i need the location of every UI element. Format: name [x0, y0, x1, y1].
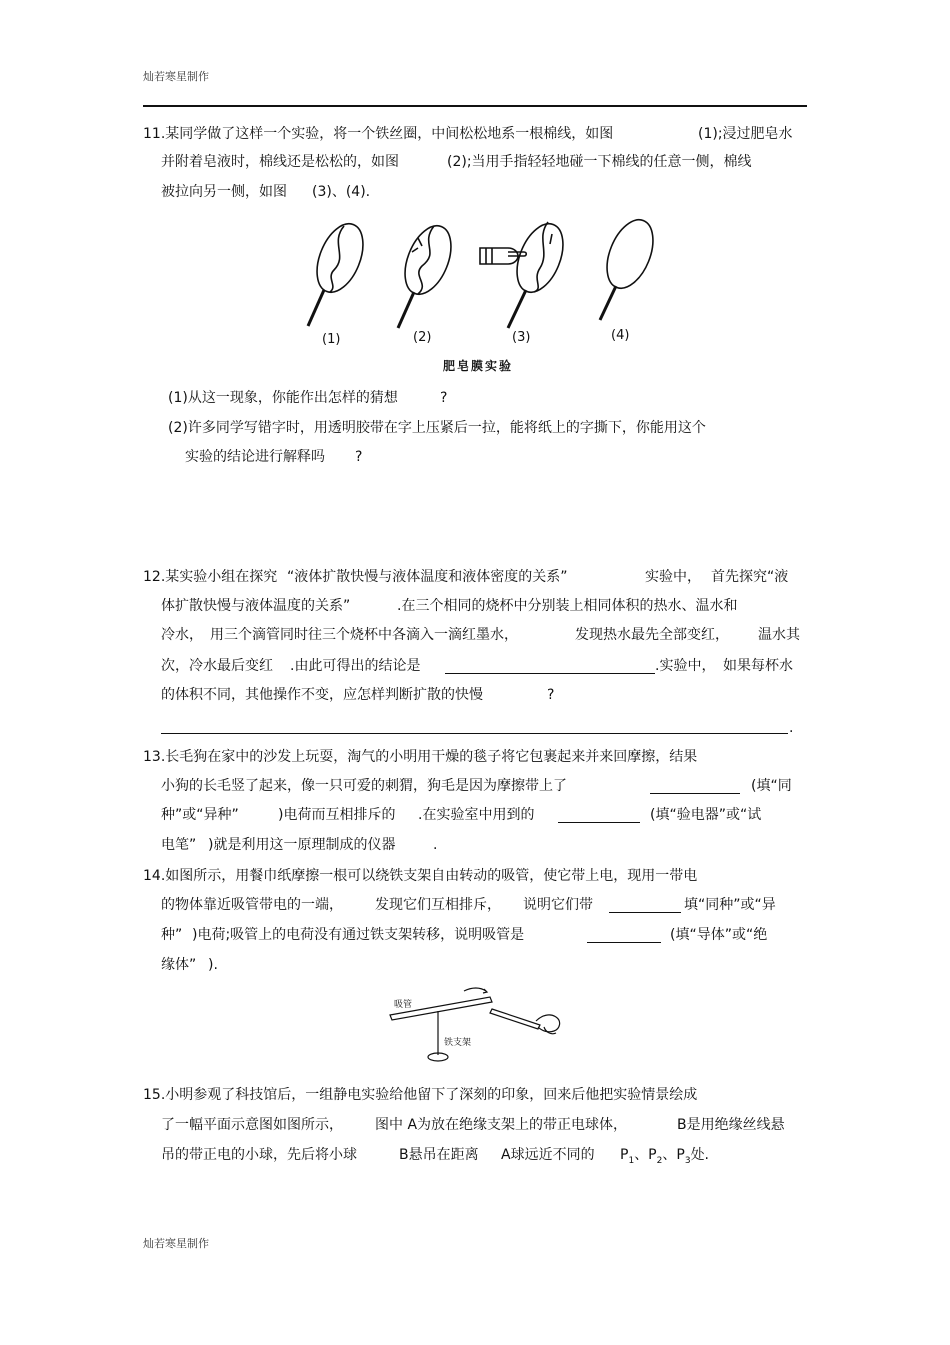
q14-line-2d: 填“同种”或“异 — [684, 897, 776, 913]
q12-line-4a: 次，冷水最后变红 — [161, 658, 273, 674]
q15-points — [620, 1146, 709, 1170]
q13-line-2b: (填“同 — [751, 778, 792, 794]
q15-p2: 、P — [634, 1147, 657, 1163]
q15-p1: P — [620, 1147, 629, 1163]
figure-label-2: (2) — [413, 330, 432, 345]
q11-line-2b: (2);当用手指轻轻地碰一下棉线的任意一侧，棉线 — [447, 154, 752, 170]
q12-line-4c: .实验中， — [655, 658, 716, 674]
q12-answer-blank-1[interactable] — [445, 659, 655, 674]
q11-line-3: 被拉向另一侧，如图 — [161, 184, 287, 200]
figure-caption: 肥皂膜实验 — [443, 359, 514, 373]
q12-line-3d: 温水其 — [758, 627, 800, 643]
q13-line-3c: .在实验室中用到的 — [418, 807, 535, 823]
q15-line-2a: 了一幅平面示意图如图所示， — [161, 1117, 343, 1133]
q12-line-6-end: . — [789, 720, 794, 736]
q14-line-1: 14.如图所示，用餐巾纸摩擦一根可以绕铁支架自由转动的吸管，使它带上电，现用一带电 — [143, 868, 698, 884]
q14-line-2a: 的物体靠近吸管带电的一端， — [161, 897, 343, 913]
q15-p1-sub: 1 — [628, 1155, 635, 1166]
q15-line-3b: B悬吊在距离 — [399, 1147, 479, 1163]
q13-line-2a: 小狗的长毛竖了起来，像一只可爱的刺猬，狗毛是因为摩擦带上了 — [161, 778, 567, 794]
q12-line-2b: .在三个相同的烧杯中分别装上相同体积的热水、温水和 — [397, 598, 738, 614]
q12-line-3b: 用三个滴管同时往三个烧杯中各滴入一滴红墨水， — [210, 627, 518, 643]
q14-line-4b: ). — [208, 957, 218, 973]
q15-p2-sub: 2 — [656, 1155, 663, 1166]
q11-sub-1: (1)从这一现象，你能作出怎样的猜想 — [168, 390, 398, 406]
q12-line-5q: ? — [547, 687, 555, 703]
q12-answer-blank-2[interactable] — [161, 719, 788, 734]
q11-line-1b: (1);浸过肥皂水 — [698, 126, 793, 142]
q14-line-2b: 发现它们互相排斥， — [375, 897, 501, 913]
q15-p3-sub: 3 — [684, 1155, 691, 1166]
figure-label-3: (3) — [512, 330, 531, 345]
q12-line-4b: .由此可得出的结论是 — [290, 658, 421, 674]
q12-line-3c: 发现热水最先全部变红， — [575, 627, 729, 643]
q14-line-3a: 种” — [161, 927, 183, 943]
q15-p3: 、P — [662, 1147, 685, 1163]
q15-line-2c: B是用绝缘丝线悬 — [677, 1117, 785, 1133]
q15-line-1: 15.小明参观了科技馆后，一组静电实验给他留下了深刻的印象，回来后他把实验情景绘成 — [143, 1087, 698, 1103]
q13-line-4c: . — [433, 837, 438, 853]
q13-line-3b: )电荷而互相排斥的 — [278, 807, 396, 823]
q11-line-1: 11.某同学做了这样一个实验，将一个铁丝圈，中间松松地系一根棉线，如图 — [143, 126, 614, 142]
q12-line-1b: “液体扩散快慢与液体温度和液体密度的关系” — [287, 569, 568, 585]
figure-label-4: (4) — [611, 328, 630, 343]
ring-4-figure — [598, 213, 662, 320]
q13-line-3d: (填“验电器”或“试 — [650, 807, 762, 823]
soap-film-figure — [300, 208, 670, 378]
q11-line-2: 并附着皂液时，棉线还是松松的，如图 — [161, 154, 399, 170]
q14-line-3b: )电荷;吸管上的电荷没有通过铁支架转移，说明吸管是 — [192, 927, 525, 943]
q13-answer-blank-1[interactable] — [650, 779, 740, 794]
q15-end: 处. — [690, 1147, 710, 1163]
q12-line-2a: 体扩散快慢与液体温度的关系” — [161, 598, 351, 614]
q11-line-3b: (3)、(4). — [312, 184, 371, 200]
q15-line-3a: 吊的带正电的小球，先后将小球 — [161, 1147, 357, 1163]
q11-sub-2b: 实验的结论进行解释吗 — [185, 449, 325, 465]
q13-answer-blank-2[interactable] — [558, 808, 640, 823]
page-footer: 灿若寒星制作 — [143, 1237, 209, 1250]
q14-line-2c: 说明它们带 — [523, 897, 593, 913]
straw-label: 吸管 — [394, 1000, 413, 1010]
q11-sub-2: (2)许多同学写错字时，用透明胶带在字上压紧后一拉，能将纸上的字撕下，你能用这个 — [168, 420, 706, 436]
ring-1-figure — [308, 217, 372, 326]
q12-line-5a: 的体积不同，其他操作不变，应怎样判断扩散的快慢 — [161, 687, 483, 703]
ring-2-figure — [396, 219, 460, 328]
q13-line-4a: 电笔” — [161, 837, 197, 853]
stand-label: 铁支架 — [444, 1038, 472, 1048]
q12-line-4d: 如果每杯水 — [723, 658, 793, 674]
page-header: 灿若寒星制作 — [143, 70, 209, 83]
q12-line-1c: 实验中， — [645, 569, 701, 585]
ring-3-figure — [480, 217, 572, 328]
q14-line-3c: (填“导体”或“绝 — [670, 927, 768, 943]
q13-line-4b: )就是利用这一原理制成的仪器 — [208, 837, 396, 853]
figure-label-1: (1) — [322, 332, 341, 347]
straw-figure — [380, 985, 580, 1070]
q11-sub-1-q: ? — [440, 390, 448, 406]
q13-line-1: 13.长毛狗在家中的沙发上玩耍，淘气的小明用干燥的毯子将它包裹起来并来回摩擦，结果 — [143, 749, 698, 765]
q13-line-3a: 种”或“异种” — [161, 807, 239, 823]
q14-answer-blank-2[interactable] — [587, 928, 661, 943]
q15-line-3c: A球远近不同的 — [501, 1147, 595, 1163]
q12-line-1a: 12.某实验小组在探究 — [143, 569, 278, 585]
q14-answer-blank-1[interactable] — [609, 898, 681, 913]
q12-line-1d: 首先探究“液 — [711, 569, 789, 585]
q14-line-4a: 缘体” — [161, 957, 197, 973]
q12-line-3a: 冷水， — [161, 627, 203, 643]
q11-sub-2-q: ? — [355, 449, 363, 465]
header-rule — [143, 105, 807, 107]
q15-line-2b: 图中 A为放在绝缘支架上的带正电球体， — [375, 1117, 628, 1133]
